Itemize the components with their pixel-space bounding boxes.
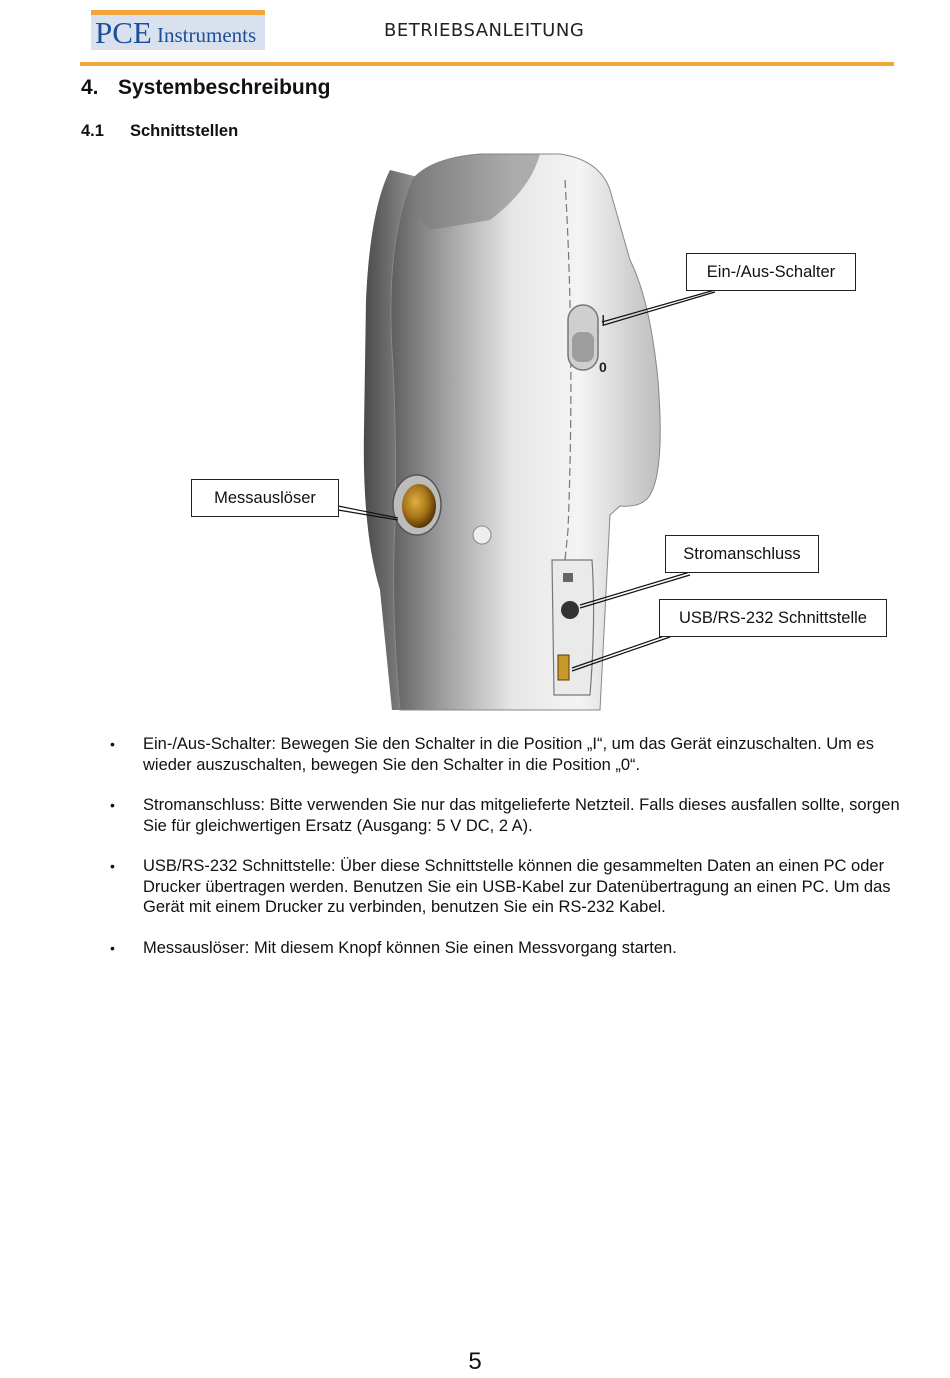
bullet-icon: •	[110, 736, 115, 752]
logo-brand-text: PCE	[95, 15, 152, 50]
logo-name-text: Instruments	[157, 23, 257, 47]
callout-trigger: Messauslöser	[191, 479, 339, 517]
section-title: Systembeschreibung	[118, 76, 331, 99]
subsection-heading	[81, 122, 238, 141]
list-item	[110, 856, 910, 918]
callout-usb-port: USB/RS-232 Schnittstelle	[659, 599, 887, 637]
pce-instruments-logo	[91, 10, 265, 50]
list-item	[110, 734, 910, 775]
callout-power-port: Stromanschluss	[665, 535, 819, 573]
device-figure	[180, 150, 900, 715]
callout-power-switch: Ein-/Aus-Schalter	[686, 253, 856, 291]
bullet-icon: •	[110, 797, 115, 813]
list-item-text: USB/RS-232 Schnittstelle: Über diese Schnittstelle können die gesammelten Daten an einen PC oder Drucker übertragen werden. Benutzen Sie ein USB-Kabel zur Datenübertragung an einen PC. Um das Gerät mit einem Drucker zu verbinden, benutzen Sie ein RS-232 Kabel.	[143, 857, 891, 916]
bullet-icon: •	[110, 858, 115, 874]
switch-on-mark: I	[601, 313, 606, 330]
list-item	[110, 795, 910, 836]
page-number: 5	[468, 1348, 482, 1375]
subsection-title: Schnittstellen	[130, 122, 239, 140]
list-item-text: Messauslöser: Mit diesem Knopf können Sie einen Messvorgang starten.	[143, 938, 677, 957]
interface-description-list	[110, 734, 910, 978]
bullet-icon: •	[110, 939, 115, 956]
switch-off-mark: 0	[599, 359, 607, 375]
header-divider	[80, 62, 894, 66]
list-item-text: Ein-/Aus-Schalter: Bewegen Sie den Schalter in die Position „I“, um das Gerät einzuschalten. Um es wieder auszuschalten, bewegen Sie den Schalter in die Position „0“.	[143, 735, 874, 774]
section-heading	[81, 76, 330, 100]
subsection-number: 4.1	[81, 122, 104, 140]
list-item-text: Stromanschluss: Bitte verwenden Sie nur das mitgelieferte Netzteil. Falls dieses ausfallen sollte, sorgen Sie für gleichwertigen Ersatz (Ausgang: 5 V DC, 2 A).	[143, 796, 900, 835]
document-title: BETRIEBSANLEITUNG	[384, 20, 585, 41]
list-item	[110, 938, 910, 959]
section-number: 4.	[81, 76, 99, 99]
